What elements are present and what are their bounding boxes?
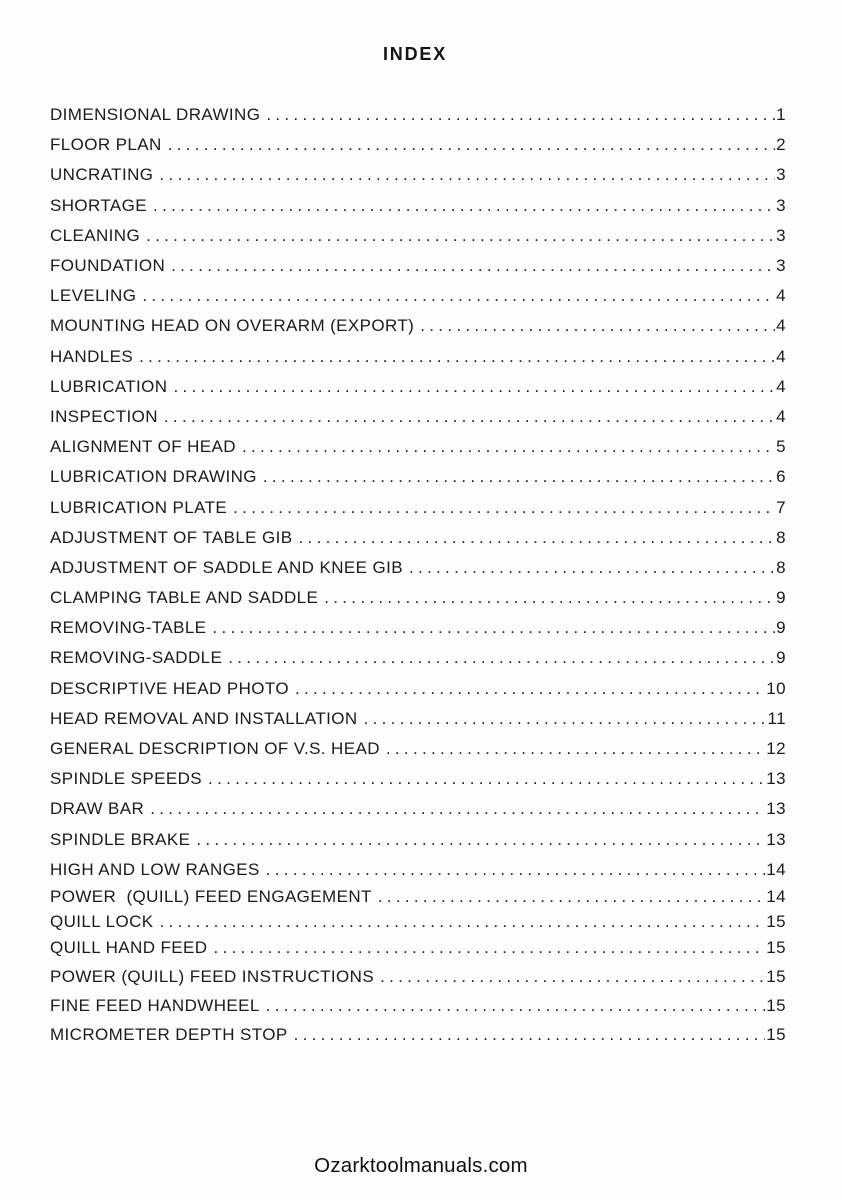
toc-entry-title: REMOVING-TABLE — [50, 618, 207, 638]
toc-leader-dots — [222, 648, 775, 668]
toc-entry — [50, 130, 786, 160]
toc-leader-dots — [374, 967, 765, 987]
toc-leader-dots — [202, 769, 765, 789]
toc-page-number: 1 — [776, 105, 786, 125]
toc-entry-title: DIMENSIONAL DRAWING — [50, 105, 261, 125]
toc-leader-dots — [133, 347, 775, 367]
toc-page-number: 4 — [776, 376, 786, 396]
toc-entry — [50, 281, 786, 311]
toc-page-number: 14 — [766, 859, 786, 879]
toc-leader-dots — [358, 709, 767, 729]
toc-entry — [50, 100, 786, 130]
toc-entry-title: LUBRICATION DRAWING — [50, 467, 257, 487]
toc-entry — [50, 613, 786, 643]
toc-entry-title: REMOVING-SADDLE — [50, 648, 223, 668]
toc-entry-title: LUBRICATION — [50, 376, 168, 396]
toc-entry-title: DRAW BAR — [50, 799, 145, 819]
toc-entry-title: SPINDLE BRAKE — [50, 829, 191, 849]
toc-leader-dots — [167, 377, 775, 397]
toc-page-number: 15 — [766, 996, 786, 1016]
toc-page-number: 10 — [766, 678, 786, 698]
toc-leader-dots — [165, 256, 775, 276]
toc-leader-dots — [154, 912, 766, 932]
toc-entry — [50, 704, 786, 734]
toc-page-number: 4 — [776, 286, 786, 306]
toc-entry-title: POWER (QUILL) FEED INSTRUCTIONS — [50, 967, 375, 987]
toc-entry-title: ALIGNMENT OF HEAD — [50, 437, 236, 457]
toc-entry — [50, 643, 786, 673]
toc-entry-title: INSPECTION — [50, 406, 158, 426]
toc-leader-dots — [403, 558, 775, 578]
toc-leader-dots — [293, 528, 776, 548]
toc-leader-dots — [260, 105, 775, 125]
toc-leader-dots — [257, 467, 775, 487]
toc-entry-title: QUILL LOCK — [50, 911, 154, 931]
toc-entry — [50, 432, 786, 462]
toc-leader-dots — [158, 407, 775, 427]
toc-page-number: 9 — [776, 648, 786, 668]
toc-leader-dots — [153, 165, 775, 185]
toc-page-number: 3 — [776, 225, 786, 245]
toc-entry-title: HIGH AND LOW RANGES — [50, 859, 260, 879]
toc-entry — [50, 251, 786, 281]
toc-page-number: 3 — [776, 195, 786, 215]
toc-entry-title: FOUNDATION — [50, 256, 166, 276]
toc-entry-title: DESCRIPTIVE HEAD PHOTO — [50, 678, 289, 698]
toc-page-number: 3 — [776, 256, 786, 276]
toc-entry — [50, 462, 786, 492]
toc-page-number: 15 — [766, 911, 786, 931]
toc-entry — [50, 794, 786, 824]
page-title: INDEX — [382, 44, 447, 64]
toc-leader-dots — [207, 938, 765, 958]
toc-page-number: 6 — [776, 467, 786, 487]
toc-entry — [50, 855, 786, 885]
toc-page-number: 9 — [776, 618, 786, 638]
toc-leader-dots — [190, 830, 765, 850]
toc-page-number: 15 — [766, 938, 786, 958]
toc-page-number: 13 — [766, 769, 786, 789]
index-list — [50, 100, 786, 1050]
toc-entry-title: CLEANING — [50, 225, 141, 245]
toc-page-number: 9 — [776, 588, 786, 608]
toc-entry-title: MOUNTING HEAD ON OVERARM (EXPORT) — [50, 316, 415, 336]
toc-entry-title: POWER (QUILL) FEED ENGAGEMENT — [50, 887, 372, 907]
toc-entry-title: HEAD REMOVAL AND INSTALLATION — [50, 708, 358, 728]
toc-entry-title: MICROMETER DEPTH STOP — [50, 1025, 288, 1045]
toc-entry — [50, 764, 786, 794]
toc-page-number: 15 — [766, 1025, 786, 1045]
toc-entry-title: ADJUSTMENT OF TABLE GIB — [50, 527, 293, 547]
toc-leader-dots — [236, 437, 775, 457]
toc-entry-title: UNCRATING — [50, 165, 154, 185]
toc-entry — [50, 1021, 786, 1050]
toc-entry — [50, 992, 786, 1021]
toc-entry — [50, 523, 786, 553]
toc-entry-title: HANDLES — [50, 346, 134, 366]
toc-entry — [50, 674, 786, 704]
toc-leader-dots — [227, 498, 775, 518]
toc-leader-dots — [260, 860, 766, 880]
toc-entry — [50, 963, 786, 992]
toc-entry-title: SHORTAGE — [50, 195, 148, 215]
toc-entry-title: QUILL HAND FEED — [50, 938, 208, 958]
toc-entry — [50, 583, 786, 613]
toc-entry — [50, 160, 786, 190]
toc-entry-title: ADJUSTMENT OF SADDLE AND KNEE GIB — [50, 557, 403, 577]
toc-leader-dots — [289, 679, 765, 699]
toc-entry — [50, 734, 786, 764]
toc-page-number: 14 — [766, 887, 786, 907]
toc-entry — [50, 402, 786, 432]
toc-page-number: 5 — [776, 437, 786, 457]
toc-entry — [50, 885, 786, 910]
toc-page-number: 4 — [776, 316, 786, 336]
toc-leader-dots — [414, 316, 775, 336]
toc-entry-title: SPINDLE SPEEDS — [50, 769, 203, 789]
toc-entry-title: GENERAL DESCRIPTION OF V.S. HEAD — [50, 739, 380, 759]
toc-entry-title: LEVELING — [50, 286, 137, 306]
toc-entry-title: FINE FEED HANDWHEEL — [50, 996, 260, 1016]
toc-entry — [50, 934, 786, 963]
toc-leader-dots — [372, 887, 765, 907]
toc-page-number: 11 — [767, 708, 786, 728]
toc-leader-dots — [380, 739, 765, 759]
toc-entry — [50, 372, 786, 402]
toc-entry — [50, 191, 786, 221]
toc-entry — [50, 825, 786, 855]
toc-page-number: 2 — [776, 135, 786, 155]
toc-page-number: 13 — [766, 829, 786, 849]
toc-page-number: 4 — [776, 406, 786, 426]
toc-entry-title: LUBRICATION PLATE — [50, 497, 228, 517]
toc-leader-dots — [140, 226, 775, 246]
toc-entry — [50, 492, 786, 522]
toc-entry — [50, 221, 786, 251]
toc-page-number: 7 — [776, 497, 786, 517]
footer-watermark: Ozarktoolmanuals.com — [314, 1154, 528, 1177]
toc-entry — [50, 553, 786, 583]
toc-entry — [50, 342, 786, 372]
toc-leader-dots — [144, 799, 765, 819]
toc-leader-dots — [288, 1025, 766, 1045]
toc-entry — [50, 311, 786, 341]
toc-leader-dots — [318, 588, 775, 608]
toc-page-number: 8 — [776, 527, 786, 547]
toc-entry-title: CLAMPING TABLE AND SADDLE — [50, 588, 319, 608]
toc-leader-dots — [147, 196, 775, 216]
toc-page-number: 8 — [776, 557, 786, 577]
toc-leader-dots — [162, 135, 775, 155]
toc-page-number: 12 — [766, 739, 786, 759]
toc-page-number: 4 — [776, 346, 786, 366]
toc-leader-dots — [260, 996, 766, 1016]
toc-entry — [50, 910, 786, 934]
toc-page-number: 13 — [766, 799, 786, 819]
toc-page-number: 3 — [776, 165, 786, 185]
toc-page-number: 15 — [766, 967, 786, 987]
toc-leader-dots — [206, 618, 775, 638]
toc-leader-dots — [136, 286, 775, 306]
toc-entry-title: FLOOR PLAN — [50, 135, 162, 155]
